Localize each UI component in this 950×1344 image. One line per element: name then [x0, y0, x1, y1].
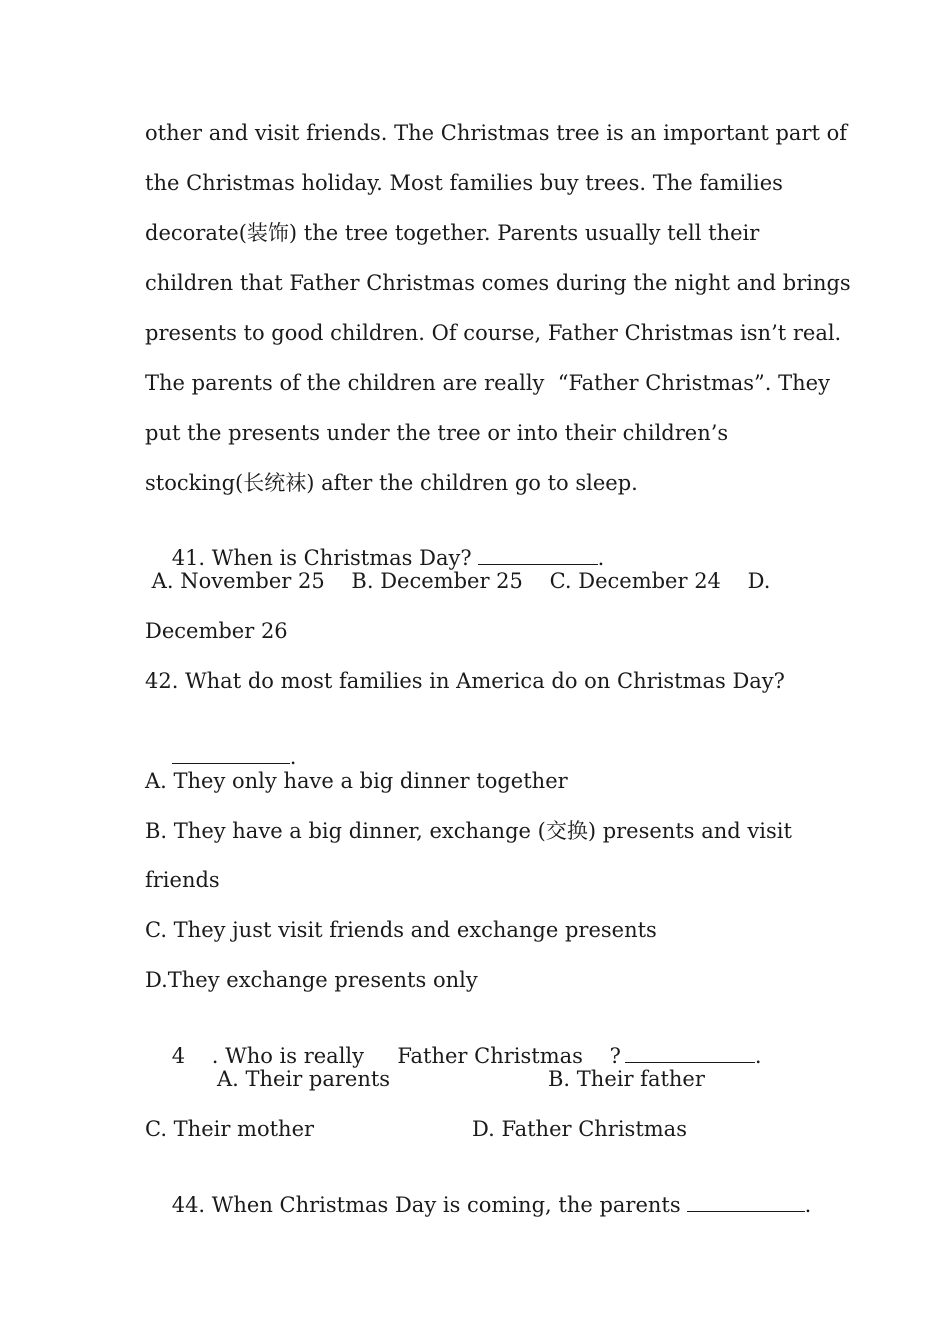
question-42-option-c: C. They just visit friends and exchange presents	[145, 918, 657, 942]
question-42-stem: 42. What do most families in America do on Christmas Day?	[145, 669, 785, 693]
question-41-option-d-cont: December 26	[145, 619, 288, 643]
question-44-end: .	[804, 1193, 812, 1217]
passage-line-5: presents to good children. Of course, Father Christmas isn’t real.	[145, 321, 842, 345]
question-43-option-a: A. Their parents	[217, 1067, 391, 1091]
question-42-option-a: A. They only have a big dinner together	[145, 769, 568, 793]
question-44	[145, 1166, 811, 1244]
answer-blank-42[interactable]	[172, 745, 290, 764]
question-43-option-d: D. Father Christmas	[472, 1117, 687, 1141]
question-43-option-b: B. Their father	[548, 1067, 705, 1091]
passage-line-6: The parents of the children are really “Father Christmas”. They	[145, 371, 830, 395]
answer-blank-41[interactable]	[478, 546, 598, 565]
question-42-end: .	[289, 745, 297, 769]
passage-line-7: put the presents under the tree or into their children’s	[145, 421, 729, 445]
question-42-option-d: D.They exchange presents only	[145, 968, 478, 992]
question-41-stem: 41. When is Christmas Day?	[171, 546, 472, 570]
question-41-end: .	[597, 546, 605, 570]
question-43-option-c: C. Their mother	[145, 1117, 315, 1141]
passage-line-8: stocking(长统袜) after the children go to sleep.	[145, 471, 638, 495]
question-42-option-b-cont: friends	[145, 868, 220, 892]
question-43-stem: 4 . Who is really Father Christmas ?	[171, 1044, 621, 1068]
passage-line-3: decorate(装饰) the tree together. Parents usually tell their	[145, 221, 760, 245]
passage-line-1: other and visit friends. The Christmas tree is an important part of	[145, 121, 848, 145]
question-43-end: .	[754, 1044, 762, 1068]
question-42-option-b: B. They have a big dinner, exchange (交换) presents and visit	[145, 819, 792, 843]
passage-line-2: the Christmas holiday. Most families buy trees. The families	[145, 171, 783, 195]
passage-line-4: children that Father Christmas comes during the night and brings	[145, 271, 851, 295]
question-44-stem: 44. When Christmas Day is coming, the parents	[171, 1193, 681, 1217]
answer-blank-43[interactable]	[625, 1044, 755, 1063]
question-41-options: A. November 25 B. December 25 C. December 24 D.	[145, 569, 771, 593]
answer-blank-44[interactable]	[687, 1193, 805, 1212]
